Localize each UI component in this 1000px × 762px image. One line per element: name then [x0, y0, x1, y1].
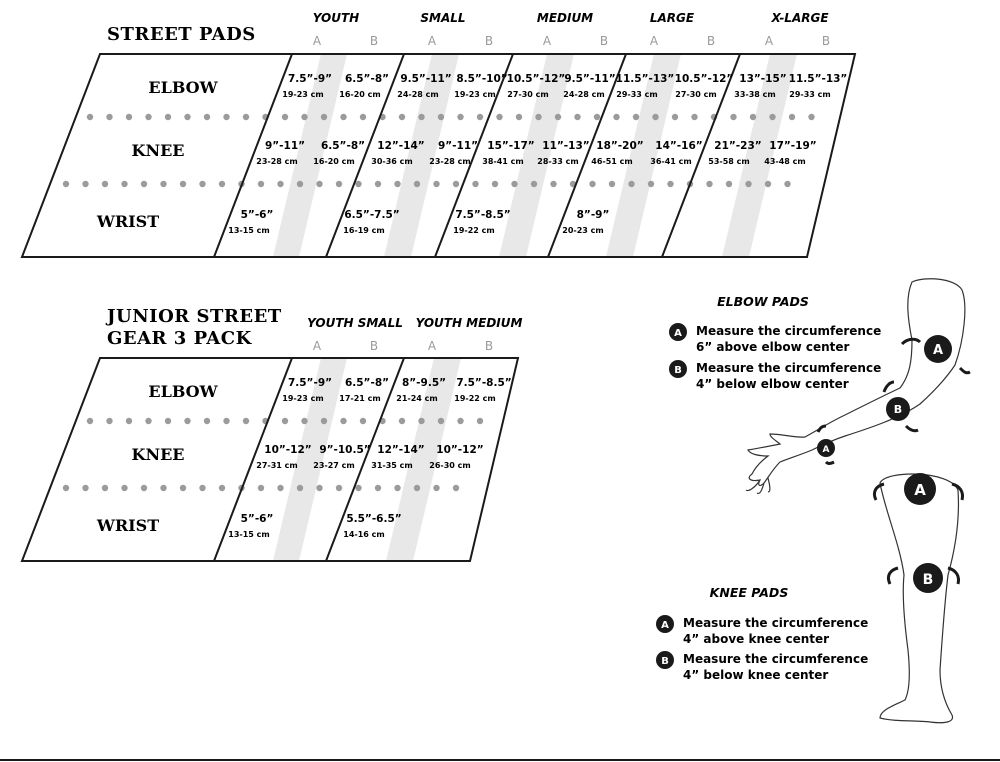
separator-dot [258, 485, 264, 491]
separator-dot [243, 418, 249, 424]
separator-dot [87, 418, 93, 424]
separator-dot [477, 418, 483, 424]
separator-dot [613, 114, 619, 120]
row-label-knee: KNEE [131, 445, 185, 464]
leg-illustration [874, 473, 962, 723]
value-in: 7.5”-8.5” [455, 209, 511, 221]
separator-dot [355, 485, 361, 491]
separator-dot [160, 181, 166, 187]
value-cm: 36-41 cm [650, 157, 692, 166]
elbow-a-line-2: 6” above elbow center [696, 340, 850, 354]
separator-dot [301, 114, 307, 120]
separator-dot [453, 485, 459, 491]
size-header-large: LARGE [649, 11, 695, 25]
row-label-elbow: ELBOW [148, 78, 218, 97]
value-cm: 46-51 cm [591, 157, 633, 166]
value-cm: 38-41 cm [482, 157, 524, 166]
separator-dot [652, 114, 658, 120]
knee-guide-title: KNEE PADS [709, 585, 789, 600]
value-in: 13”-15” [739, 73, 787, 85]
elbow-b-line-1: Measure the circumference [696, 361, 882, 375]
separator-dot [199, 485, 205, 491]
separator-dot [141, 181, 147, 187]
junior-ab-headers [313, 339, 493, 353]
separator-dot [219, 485, 225, 491]
separator-dot [438, 418, 444, 424]
separator-dot [433, 181, 439, 187]
junior-size-headers [307, 316, 522, 330]
separator-dot [165, 418, 171, 424]
value-in: 18”-20” [596, 140, 644, 152]
value-in: 9”-10.5” [319, 444, 371, 456]
street-row-labels [96, 78, 219, 231]
knee-b-line-1: Measure the circumference [683, 652, 869, 666]
separator-dot [414, 485, 420, 491]
size-header-youth-small: YOUTH SMALL [307, 316, 403, 330]
separator-dot [375, 485, 381, 491]
value-in: 6.5”-8” [320, 140, 366, 152]
separator-dot [102, 485, 108, 491]
value-cm: 29-33 cm [616, 90, 658, 99]
value-cm: 19-23 cm [282, 394, 324, 403]
separator-dot [516, 114, 522, 120]
value-in: 11.5”-13” [788, 73, 848, 85]
junior-row-labels [96, 382, 219, 535]
value-in: 5”-6” [240, 513, 274, 525]
separator-dot [667, 181, 673, 187]
value-cm: 53-58 cm [708, 157, 750, 166]
value-in: 8”-9” [576, 209, 610, 221]
separator-dot [574, 114, 580, 120]
separator-dot [457, 114, 463, 120]
badge-a-letter: A [674, 328, 682, 339]
elbow-a-line-1: Measure the circumference [696, 324, 882, 338]
value-cm: 29-33 cm [789, 90, 831, 99]
elbow-guide-title: ELBOW PADS [717, 294, 809, 309]
value-in: 10.5”-12” [674, 73, 734, 85]
separator-dot [340, 418, 346, 424]
sub-header-a: A [427, 34, 437, 48]
junior-knee-values [256, 444, 483, 470]
row-label-elbow: ELBOW [148, 382, 218, 401]
value-in: 10”-12” [436, 444, 484, 456]
sub-header-b: B [706, 34, 716, 48]
separator-dot [277, 181, 283, 187]
sub-header-b: B [369, 34, 379, 48]
value-in: 9”-11” [264, 140, 306, 152]
separator-dot [535, 114, 541, 120]
value-cm: 19-22 cm [453, 226, 495, 235]
separator-dot [336, 485, 342, 491]
separator-dot [199, 181, 205, 187]
separator-dot [453, 181, 459, 187]
separator-dot [145, 114, 151, 120]
value-cm: 27-30 cm [507, 90, 549, 99]
separator-dot [63, 181, 69, 187]
separator-dot [433, 485, 439, 491]
sub-header-b: B [484, 339, 494, 353]
separator-dot [121, 181, 127, 187]
elbow-b-line-2: 4” below elbow center [696, 377, 849, 391]
separator-dot [141, 485, 147, 491]
separator-dot [418, 114, 424, 120]
junior-gear-table [22, 306, 522, 561]
separator-dot [184, 418, 190, 424]
value-cm: 27-31 cm [256, 461, 298, 470]
separator-dot [126, 418, 132, 424]
leg-outline [880, 474, 958, 723]
separator-dot [204, 418, 210, 424]
separator-dot [180, 485, 186, 491]
separator-dot [730, 114, 736, 120]
value-cm: 23-27 cm [313, 461, 355, 470]
separator-dot [219, 181, 225, 187]
separator-dot [301, 418, 307, 424]
value-in: 21”-23” [714, 140, 762, 152]
value-in: 6.5”-8” [344, 73, 390, 85]
value-in: 9.5”-11” [564, 73, 616, 85]
separator-dot [672, 114, 678, 120]
separator-dot [706, 181, 712, 187]
value-in: 9”-11” [437, 140, 479, 152]
separator-dot [243, 114, 249, 120]
sub-header-a: A [542, 34, 552, 48]
knee-a-line-1: Measure the circumference [683, 616, 869, 630]
separator-dot [63, 485, 69, 491]
value-cm: 26-30 cm [429, 461, 471, 470]
separator-dot [531, 181, 537, 187]
knee-pads-guide [656, 585, 868, 682]
separator-dot [399, 418, 405, 424]
badge-a-letter: A [661, 620, 669, 631]
value-in: 8.5”-10” [456, 73, 508, 85]
row-label-wrist: WRIST [96, 516, 160, 535]
value-cm: 24-28 cm [563, 90, 605, 99]
value-in: 10.5”-12” [506, 73, 566, 85]
value-cm: 43-48 cm [764, 157, 806, 166]
separator-dot [82, 485, 88, 491]
sub-header-a: A [649, 34, 659, 48]
junior-wrist-values [228, 513, 401, 539]
separator-dot [87, 114, 93, 120]
value-cm: 17-21 cm [339, 394, 381, 403]
separator-dot [457, 418, 463, 424]
elbow-pads-guide [669, 294, 881, 391]
value-cm: 30-36 cm [371, 157, 413, 166]
separator-dot [594, 114, 600, 120]
separator-dot [355, 181, 361, 187]
junior-title-line-1: JUNIOR STREET [107, 306, 282, 327]
value-in: 6.5”-8” [344, 377, 390, 389]
separator-dot [808, 114, 814, 120]
separator-dot [282, 418, 288, 424]
value-cm: 14-16 cm [343, 530, 385, 539]
separator-dot [609, 181, 615, 187]
value-in: 8”-9.5” [401, 377, 447, 389]
street-size-headers [313, 11, 830, 25]
value-in: 12”-14” [377, 140, 425, 152]
value-cm: 21-24 cm [396, 394, 438, 403]
street-ab-headers [313, 34, 830, 48]
separator-dot [297, 181, 303, 187]
value-in: 6.5”-7.5” [344, 209, 400, 221]
value-in: 10”-12” [264, 444, 312, 456]
separator-dot [165, 114, 171, 120]
separator-dot [277, 485, 283, 491]
arm-badge-a-letter: A [932, 343, 944, 358]
separator-dot [438, 114, 444, 120]
separator-dot [555, 114, 561, 120]
arm-badge-b-letter: B [893, 403, 903, 416]
separator-dot [180, 181, 186, 187]
value-in: 15”-17” [487, 140, 535, 152]
separator-dot [472, 181, 478, 187]
separator-dot [121, 485, 127, 491]
size-header-youth-medium: YOUTH MEDIUM [415, 316, 523, 330]
separator-dot [511, 181, 517, 187]
separator-dot [282, 114, 288, 120]
value-cm: 16-20 cm [313, 157, 355, 166]
separator-dot [394, 485, 400, 491]
size-header-xlarge: X-LARGE [771, 11, 829, 25]
value-cm: 19-23 cm [282, 90, 324, 99]
value-in: 11”-13” [542, 140, 590, 152]
value-cm: 13-15 cm [228, 530, 270, 539]
separator-dot [648, 181, 654, 187]
separator-dot [223, 418, 229, 424]
separator-dot [633, 114, 639, 120]
separator-dot [360, 418, 366, 424]
value-in: 5”-6” [240, 209, 274, 221]
sub-header-b: B [821, 34, 831, 48]
value-cm: 28-33 cm [537, 157, 579, 166]
value-in: 7.5”-9” [287, 73, 333, 85]
separator-dot [691, 114, 697, 120]
separator-dot [589, 181, 595, 187]
separator-dot [360, 114, 366, 120]
separator-dot [726, 181, 732, 187]
separator-dot [321, 418, 327, 424]
separator-dot [750, 114, 756, 120]
separator-dot [745, 181, 751, 187]
separator-dot [82, 181, 88, 187]
value-cm: 19-23 cm [454, 90, 496, 99]
separator-dot [184, 114, 190, 120]
badge-b-letter: B [674, 365, 682, 376]
separator-dot [321, 114, 327, 120]
separator-dot [492, 181, 498, 187]
separator-dot [316, 485, 322, 491]
row-label-knee: KNEE [131, 141, 185, 160]
knee-a-line-2: 4” above knee center [683, 632, 830, 646]
separator-dot [223, 114, 229, 120]
separator-dot [106, 114, 112, 120]
separator-dot [375, 181, 381, 187]
street-pads-title: STREET PADS [107, 24, 256, 45]
separator-dot [765, 181, 771, 187]
separator-dot [477, 114, 483, 120]
size-header-medium: MEDIUM [536, 11, 594, 25]
value-in: 14”-16” [655, 140, 703, 152]
separator-dot [126, 114, 132, 120]
value-in: 7.5”-9” [287, 377, 333, 389]
value-in: 11.5”-13” [615, 73, 675, 85]
wrist-badge-a-letter: A [822, 445, 830, 455]
sub-header-a: A [764, 34, 774, 48]
separator-dot [399, 114, 405, 120]
separator-dot [769, 114, 775, 120]
sub-header-a: A [312, 339, 322, 353]
value-cm: 27-30 cm [675, 90, 717, 99]
separator-dot [297, 485, 303, 491]
separator-dot [204, 114, 210, 120]
separator-dot [496, 114, 502, 120]
size-header-small: SMALL [420, 11, 466, 25]
value-cm: 23-28 cm [429, 157, 471, 166]
value-cm: 33-38 cm [734, 90, 776, 99]
separator-dot [394, 181, 400, 187]
separator-dot [160, 485, 166, 491]
value-cm: 24-28 cm [397, 90, 439, 99]
separator-dot [789, 114, 795, 120]
sub-header-b: B [369, 339, 379, 353]
value-cm: 23-28 cm [256, 157, 298, 166]
sub-header-a: A [427, 339, 437, 353]
separator-dot [340, 114, 346, 120]
badge-b-letter: B [661, 656, 669, 667]
separator-dot [628, 181, 634, 187]
separator-dot [550, 181, 556, 187]
separator-dot [258, 181, 264, 187]
separator-dot [102, 181, 108, 187]
sub-header-a: A [312, 34, 322, 48]
value-in: 17”-19” [769, 140, 817, 152]
junior-title-line-2: GEAR 3 PACK [107, 328, 252, 349]
value-in: 12”-14” [377, 444, 425, 456]
separator-dot [336, 181, 342, 187]
value-cm: 16-20 cm [339, 90, 381, 99]
leg-badge-b-letter: B [922, 572, 934, 588]
value-cm: 16-19 cm [343, 226, 385, 235]
value-cm: 19-22 cm [454, 394, 496, 403]
value-in: 9.5”-11” [400, 73, 452, 85]
leg-badge-a-letter: A [914, 481, 926, 499]
separator-dot [418, 418, 424, 424]
separator-dot [414, 181, 420, 187]
separator-dot [784, 181, 790, 187]
street-pads-table [22, 11, 855, 257]
value-in: 7.5”-8.5” [456, 377, 512, 389]
knee-b-line-2: 4” below knee center [683, 668, 829, 682]
separator-dot [145, 418, 151, 424]
value-cm: 13-15 cm [228, 226, 270, 235]
separator-dot [106, 418, 112, 424]
separator-dot [316, 181, 322, 187]
sub-header-b: B [484, 34, 494, 48]
value-cm: 31-35 cm [371, 461, 413, 470]
sub-header-b: B [599, 34, 609, 48]
size-header-youth: YOUTH [312, 11, 360, 25]
value-in: 5.5”-6.5” [346, 513, 402, 525]
value-cm: 20-23 cm [562, 226, 604, 235]
row-label-wrist: WRIST [96, 212, 160, 231]
